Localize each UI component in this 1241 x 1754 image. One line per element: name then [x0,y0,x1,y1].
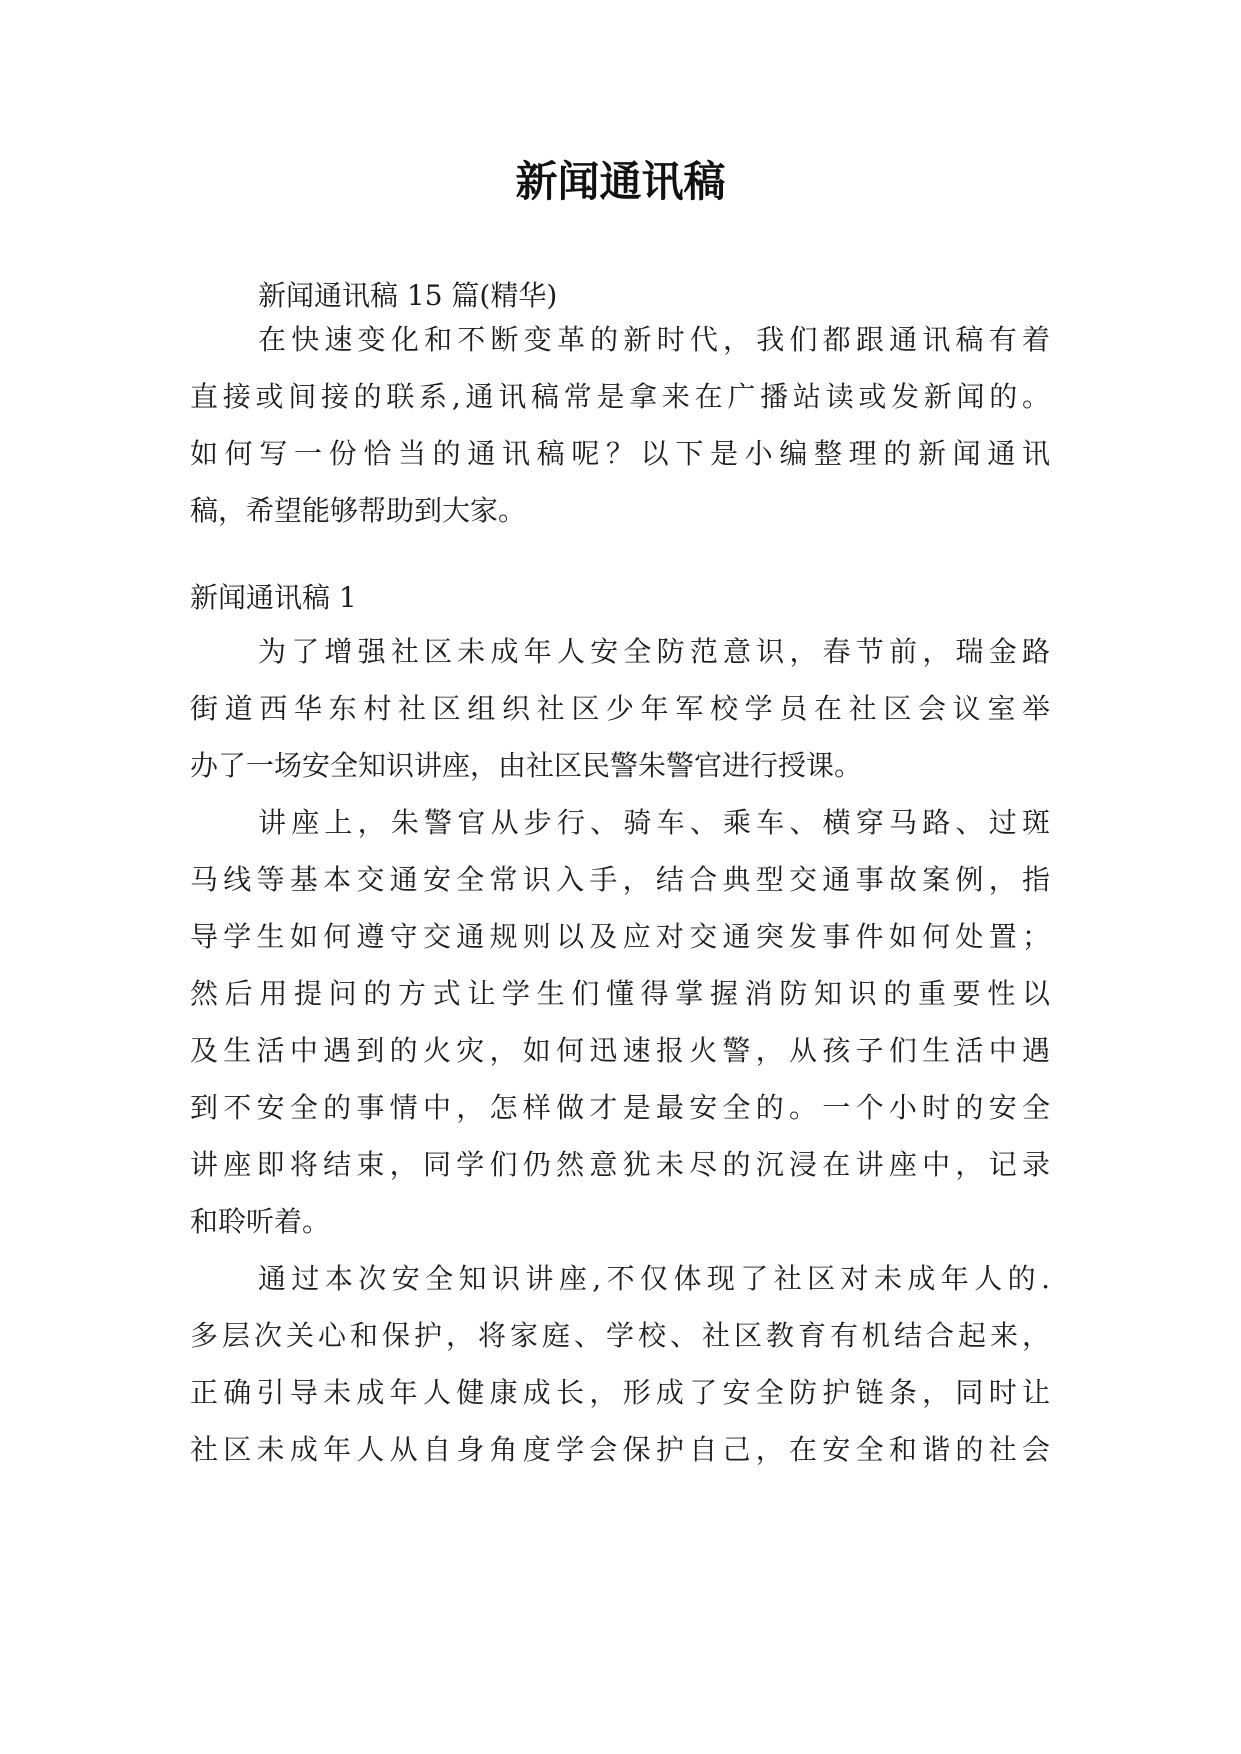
paragraph-line: 为了增强社区未成年人安全防范意识，春节前，瑞金路 [258,635,1050,668]
paragraph-line: 马线等基本交通安全常识入手，结合典型交通事故案例，指 [190,863,1050,896]
paragraph-line: 社区未成年人从自身角度学会保护自己，在安全和谐的社会 [190,1433,1050,1466]
paragraph-line: 导学生如何遵守交通规则以及应对交通突发事件如何处置； [190,920,1050,953]
intro-line: 如何写一份恰当的通讯稿呢？以下是小编整理的新闻通讯 [190,437,1050,470]
intro-line: 稿，希望能够帮助到大家。 [190,494,527,527]
section-heading: 新闻通讯稿 1 [190,581,357,614]
paragraph-line: 讲座上，朱警官从步行、骑车、乘车、横穿马路、过斑 [258,806,1050,839]
intro-line: 直接或间接的联系,通讯稿常是拿来在广播站读或发新闻的。 [190,380,1050,413]
paragraph-line: 然后用提问的方式让学生们懂得掌握消防知识的重要性以 [190,977,1050,1010]
paragraph-line: 街道西华东村社区组织社区少年军校学员在社区会议室举 [190,692,1050,725]
intro-line: 在快速变化和不断变革的新时代，我们都跟通讯稿有着 [258,323,1050,356]
document-title: 新闻通讯稿 [515,157,726,206]
paragraph-line: 办了一场安全知识讲座，由社区民警朱警官进行授课。 [190,749,863,782]
paragraph-line: 讲座即将结束，同学们仍然意犹未尽的沉浸在讲座中，记录 [190,1148,1050,1181]
paragraph-line: 和聆听着。 [190,1205,331,1238]
document-subtitle: 新闻通讯稿 15 篇(精华) [258,279,558,312]
paragraph-line: 正确引导未成年人健康成长，形成了安全防护链条，同时让 [190,1376,1050,1409]
paragraph-line: 到不安全的事情中，怎样做才是最安全的。一个小时的安全 [190,1091,1050,1124]
paragraph-line: 通过本次安全知识讲座,不仅体现了社区对未成年人的. [258,1262,1050,1295]
paragraph-line: 多层次关心和保护，将家庭、学校、社区教育有机结合起来， [190,1319,1050,1352]
paragraph-line: 及生活中遇到的火灾，如何迅速报火警，从孩子们生活中遇 [190,1034,1050,1067]
